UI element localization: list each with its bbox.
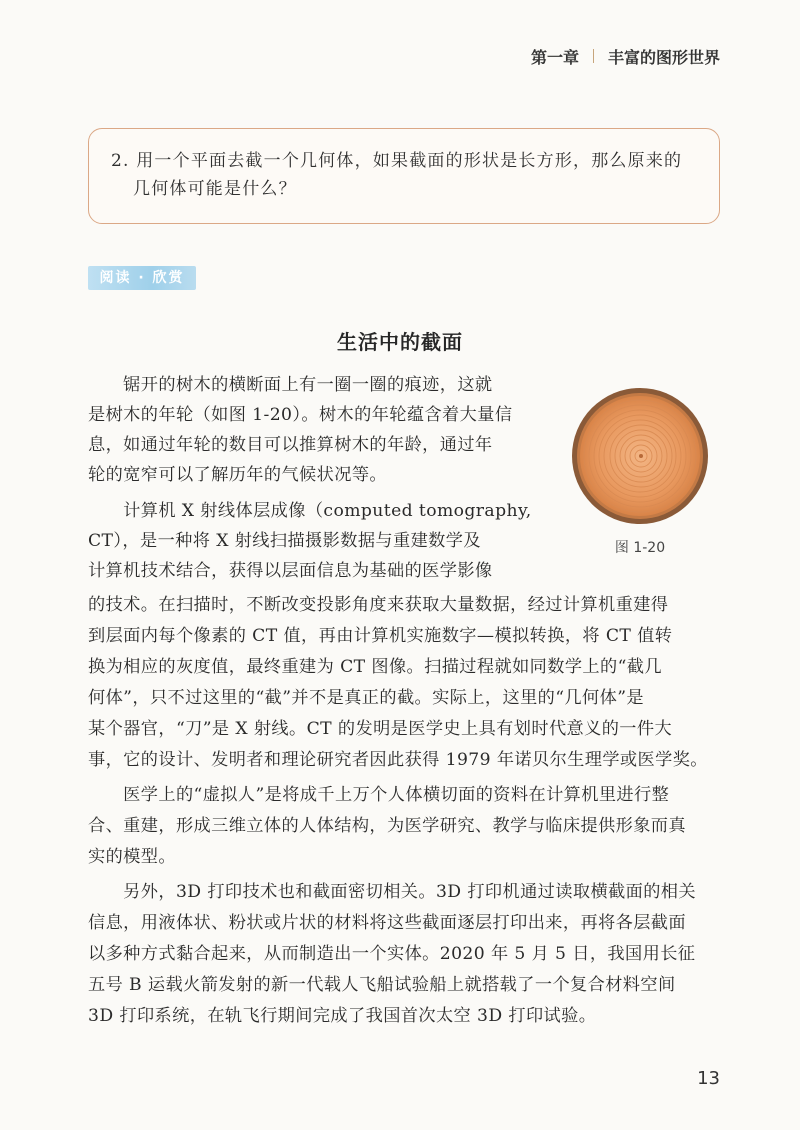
body-line: 计算机技术结合，获得以层面信息为基础的医学影像 [88,561,493,581]
body-line: CT），是一种将 X 射线扫描摄影数据与重建数学及 [88,531,481,551]
body-line: 锯开的树木的横断面上有一圈一圈的痕迹，这就 [88,375,493,395]
body-line: 合、重建，形成三维立体的人体结构，为医学研究、教学与临床提供形象而真 [88,816,686,836]
question-text [111,147,697,203]
body-line: 医学上的“虚拟人”是将成千上万个人体横切面的资料在计算机里进行整 [88,785,670,805]
body-line: 五号 B 运载火箭发射的新一代载人飞船试验船上就搭载了一个复合材料空间 [88,975,676,995]
body-line: 事，它的设计、发明者和理论研究者因此获得 1979 年诺贝尔生理学或医学奖。 [88,750,708,770]
running-header [531,44,720,68]
tree-ring-icon [570,386,710,526]
body-line: 轮的宽窄可以了解历年的气候状况等。 [88,465,387,485]
body-line: 某个器官，“刀”是 X 射线。CT 的发明是医学史上具有划时代意义的一件大 [88,719,673,739]
body-line: 3D 打印系统，在轨飞行期间完成了我国首次太空 3D 打印试验。 [88,1006,597,1026]
body-line: 的技术。在扫描时，不断改变投影角度来获取大量数据，经过计算机重建得 [88,595,669,615]
question-line-2: 几何体可能是什么？ [133,179,297,199]
chapter-label: 第一章 [530,47,579,67]
header-divider [593,49,594,63]
body-line: 是树木的年轮（如图 1-20）。树木的年轮蕴含着大量信 [88,405,513,425]
section-badge: 阅读 · 欣赏 [88,266,196,290]
body-line: 以多种方式黏合起来，从而制造出一个实体。2020 年 5 月 5 日，我国用长征 [88,944,696,964]
body-line: 实的模型。 [88,847,176,867]
figure-caption: 图 1-20 [614,540,666,556]
article-title: 生活中的截面 [337,330,463,354]
body-line: 另外，3D 打印技术也和截面密切相关。3D 打印机通过读取横截面的相关 [88,882,696,902]
body-line: 何体”，只不过这里的“截”并不是真正的截。实际上，这里的“几何体”是 [88,688,644,708]
body-line: 息，如通过年轮的数目可以推算树木的年龄，通过年 [88,435,493,455]
question-box [88,128,720,224]
pith [639,454,643,458]
body-line: 信息，用液体状、粉状或片状的材料将这些截面逐层打印出来，再将各层截面 [88,913,686,933]
page-number: 13 [697,1068,720,1089]
body-line: 计算机 X 射线体层成像（computed tomography, [88,501,532,521]
question-line-1: 2. 用一个平面去截一个几何体，如果截面的形状是长方形，那么原来的 [111,151,683,171]
body-line: 到层面内每个像素的 CT 值，再由计算机实施数字—模拟转换，将 CT 值转 [88,626,673,646]
body-line: 换为相应的灰度值，最终重建为 CT 图像。扫描过程就如同数学上的“截几 [88,657,662,677]
chapter-title: 丰富的图形世界 [607,47,720,67]
